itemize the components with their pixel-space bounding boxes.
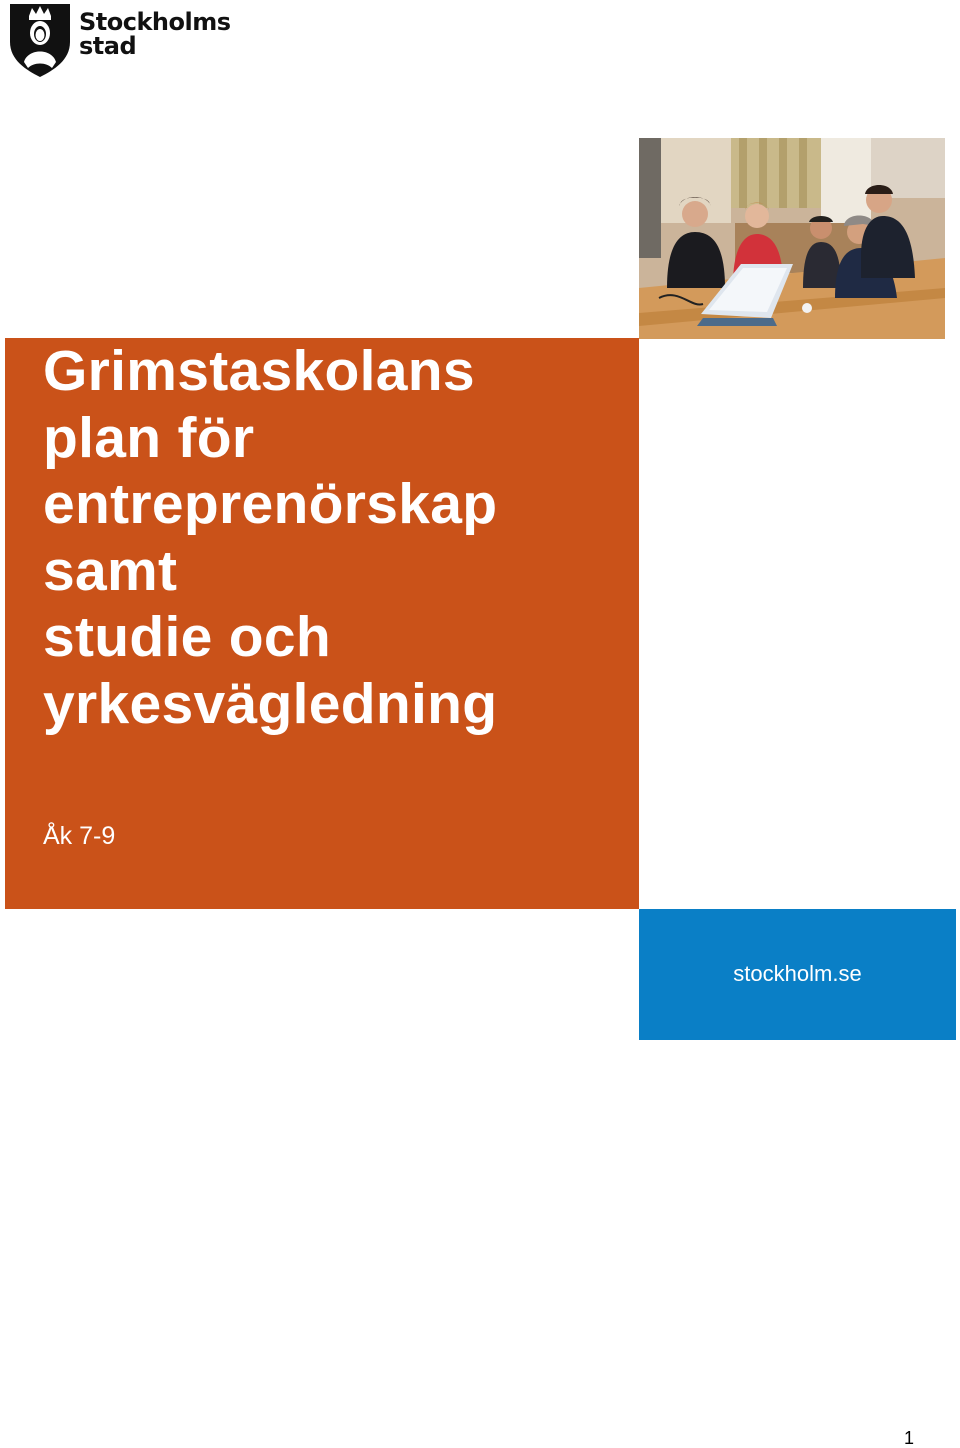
title-line: studie och: [43, 605, 332, 669]
logo-wordmark: [79, 10, 231, 58]
document-title: [43, 338, 497, 737]
title-line: entreprenörskap: [43, 472, 498, 536]
title-line: yrkesvägledning: [43, 671, 498, 736]
stockholm-crown-shield-icon: [8, 2, 72, 78]
title-line: samt: [43, 538, 178, 603]
logo-line-stockholms: Stockholms: [79, 8, 231, 36]
url-box: [639, 909, 956, 1040]
logo-line-stad: stad: [79, 32, 137, 60]
title-line: Grimstaskolans: [43, 339, 475, 403]
cover-photo: [639, 138, 945, 339]
grade-subtitle: Åk 7-9: [43, 822, 116, 850]
title-line: plan för: [43, 405, 255, 470]
website-link[interactable]: stockholm.se: [733, 961, 862, 986]
stockholm-stad-logo: [8, 2, 238, 78]
title-panel: [5, 338, 639, 909]
page-number: 1: [904, 1428, 915, 1448]
